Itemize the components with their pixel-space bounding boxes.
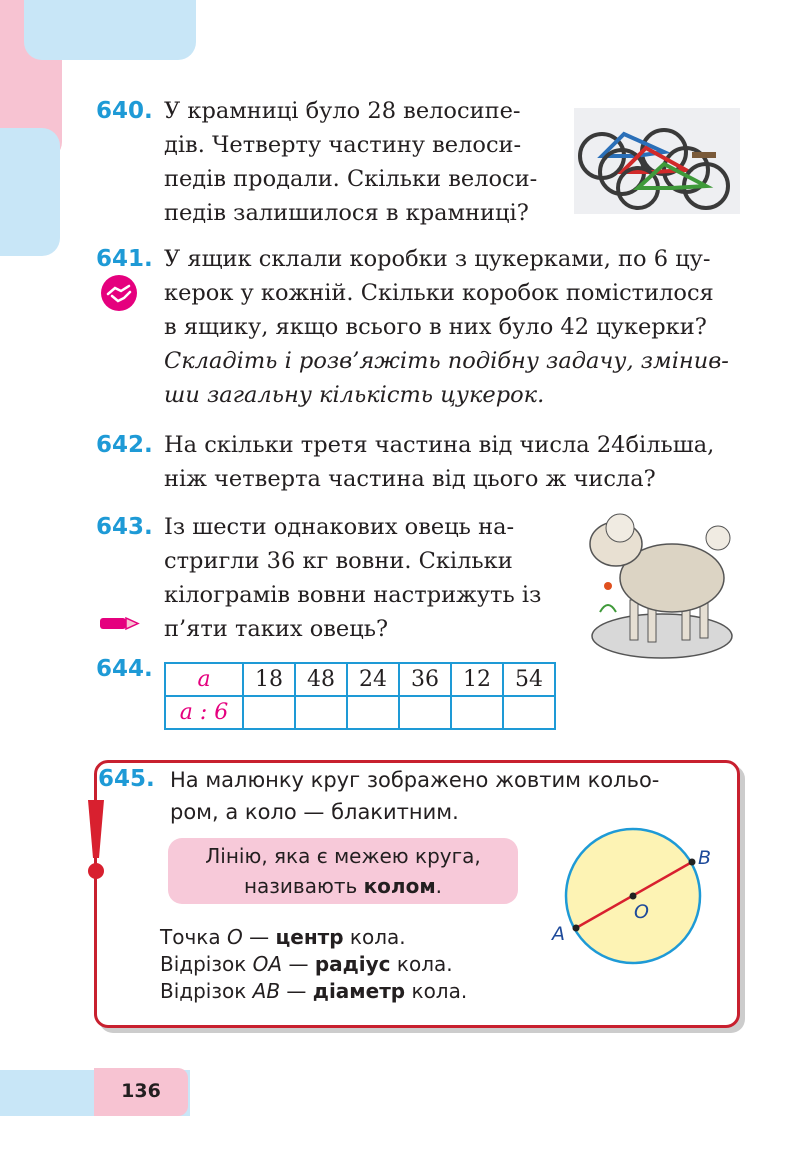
problem-640-number: 640. — [96, 98, 153, 124]
circle-diagram — [544, 824, 724, 974]
definition-text: — — [282, 952, 315, 976]
problem-640-line: педів продали. Скільки велоси- — [164, 166, 538, 192]
table-cell: 18 — [243, 663, 295, 696]
definition-text: Відрізок — [160, 979, 253, 1003]
definition-term: діаметр — [312, 979, 406, 1003]
point-a-label: A — [552, 923, 565, 945]
definition-diameter — [160, 978, 467, 1005]
definition-var: O — [226, 925, 243, 949]
definition-var: AB — [252, 979, 281, 1003]
problem-643-line: кілограмів вовни настрижуть із — [164, 582, 542, 608]
definition-text: кола. — [405, 979, 468, 1003]
problem-642-number: 642. — [96, 432, 153, 458]
definition-text: — — [280, 979, 313, 1003]
table-header-cell: a : 6 — [165, 696, 243, 729]
point-a-dot — [573, 925, 580, 932]
page-number: 136 — [121, 1080, 161, 1102]
point-o-label: O — [634, 901, 649, 923]
problem-640-line: дів. Четверту частину велоси- — [164, 132, 522, 158]
point-b-label: B — [698, 847, 712, 869]
division-table — [164, 662, 556, 730]
table-cell — [347, 696, 399, 729]
definition-text: Відрізок — [160, 952, 253, 976]
problem-642-line: На скільки третя частина від числа 24більша, — [164, 432, 715, 458]
definition-text: кола. — [390, 952, 453, 976]
table-cell — [451, 696, 503, 729]
rule-text: . — [435, 874, 443, 898]
definition-radius — [160, 951, 467, 978]
problem-643-line: стригли 36 кг вовни. Скільки — [164, 548, 513, 574]
problem-645-line: На малюнку круг зображено жовтим кольо- — [170, 768, 660, 792]
problem-645-number: 645. — [98, 766, 155, 792]
problem-640-line: У крамниці було 28 велосипе- — [164, 98, 521, 124]
table-cell: 54 — [503, 663, 555, 696]
table-cell: 24 — [347, 663, 399, 696]
table-cell: 48 — [295, 663, 347, 696]
problem-640-text — [164, 94, 537, 230]
problem-641-line: в ящику, якщо всього в них було 42 цукерки? — [164, 314, 707, 340]
definition-text: Точка — [160, 925, 227, 949]
definition-term: центр — [275, 925, 344, 949]
point-o-dot — [630, 893, 637, 900]
rule-term: колом — [363, 874, 436, 898]
rule-text: називають — [243, 874, 364, 898]
problem-643-text — [164, 510, 541, 646]
decor-tab-blue-top — [24, 0, 196, 60]
sheep-illustration — [582, 508, 742, 668]
rule-line — [168, 871, 518, 901]
problem-641-line: У ящик склали коробки з цукерками, по 6 цу- — [164, 246, 711, 272]
table-header-cell: a — [165, 663, 243, 696]
problem-641-text — [164, 242, 714, 344]
problem-643-number: 643. — [96, 514, 153, 540]
problem-645-line: ром, а коло — блакитним. — [170, 800, 459, 824]
definition-text: кола. — [343, 925, 406, 949]
handshake-icon — [100, 274, 138, 312]
point-b-dot — [689, 859, 696, 866]
table-cell: 36 — [399, 663, 451, 696]
decor-tab-blue-side — [0, 128, 60, 256]
definitions — [160, 924, 467, 1005]
rule-line: Лінію, яка є межею круга, — [205, 844, 481, 868]
problem-643-line: п’яти таких овець? — [164, 616, 389, 642]
problem-642-text — [164, 428, 714, 496]
bicycles-illustration — [574, 108, 740, 214]
rule-definition-box — [168, 838, 518, 904]
definition-term: радіус — [314, 952, 391, 976]
table-row — [165, 696, 555, 729]
exclamation-icon — [84, 796, 108, 882]
problem-641-task — [164, 344, 729, 412]
problem-644-number: 644. — [96, 656, 153, 682]
pencil-icon — [98, 612, 140, 634]
definition-center — [160, 924, 467, 951]
problem-641-task-line: ши загальну кількість цукерок. — [164, 382, 545, 408]
definition-text: — — [242, 925, 276, 949]
table-cell — [399, 696, 451, 729]
problem-645-text — [170, 764, 659, 828]
definition-var: OA — [252, 952, 283, 976]
problem-640-line: педів залишилося в крамниці? — [164, 200, 529, 226]
table-cell — [503, 696, 555, 729]
table-cell — [243, 696, 295, 729]
problem-642-line: ніж четверта частина від цього ж числа? — [164, 466, 656, 492]
problem-643-line: Із шести однакових овець на- — [164, 514, 515, 540]
table-cell — [295, 696, 347, 729]
table-row — [165, 663, 555, 696]
problem-641-line: керок у кожній. Скільки коробок помістилося — [164, 280, 714, 306]
problem-641-number: 641. — [96, 246, 153, 272]
problem-641-task-line: Складіть і розв’яжіть подібну задачу, змінив- — [164, 348, 729, 374]
table-cell: 12 — [451, 663, 503, 696]
